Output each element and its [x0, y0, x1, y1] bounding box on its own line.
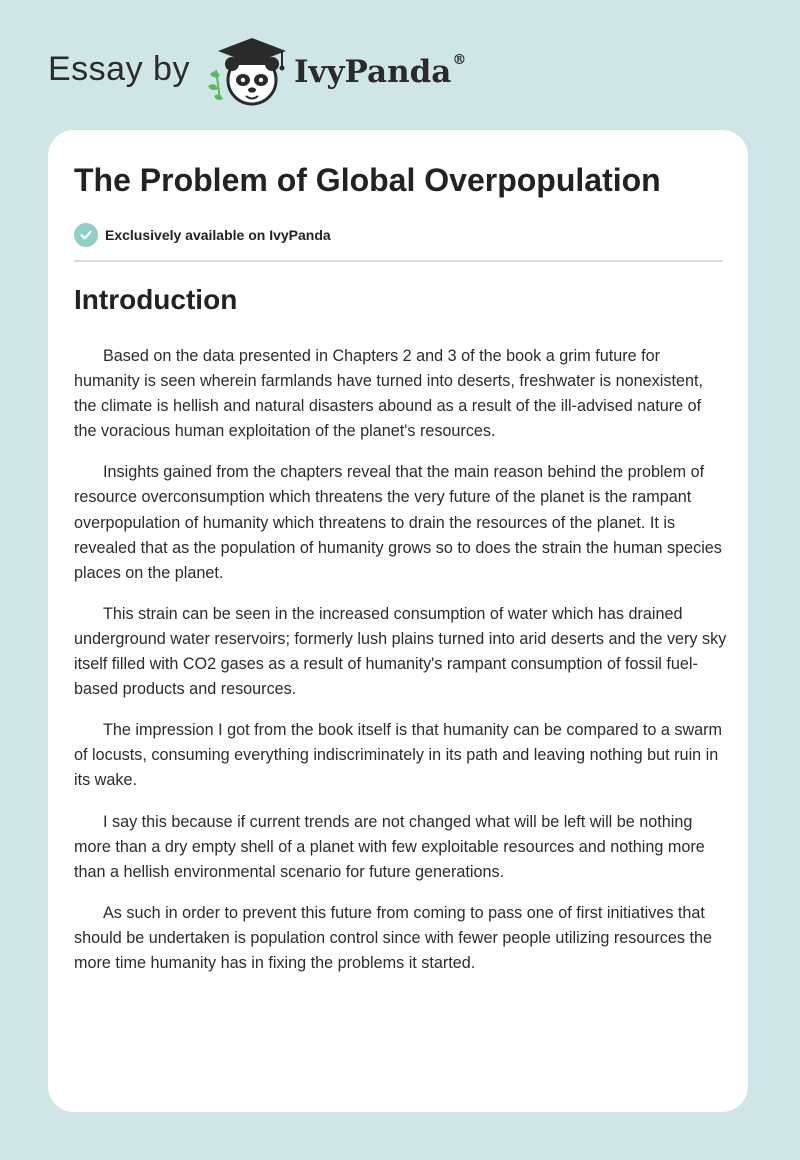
paragraph: This strain can be seen in the increased consumption of water which has drained underground water reservoirs; formerly lush plains turned into arid deserts and the very sky itself filled with CO2 gases as a result of humanity's rampant consumption of fossil fuel-based products and resources. [74, 604, 727, 699]
essay-card [48, 130, 748, 1112]
check-circle-icon [74, 223, 98, 247]
page-title: The Problem of Global Overpopulation [74, 162, 661, 198]
site-header [48, 34, 548, 114]
paragraph: As such in order to prevent this future from coming to pass one of first initiatives that should be undertaken is population control since with fewer people utilizing resources the more time humanity has in fixing the problems it started. [74, 903, 712, 972]
section-heading: Introduction [74, 284, 238, 315]
exclusive-badge [74, 222, 331, 248]
paragraph: Based on the data presented in Chapters 2 and 3 of the book a grim future for humanity is seen wherein farmlands have turned into deserts, freshwater is nonexistent, the climate is hellish and natural disasters abound as a result of the ill-advised nature of the voracious human exploitation of the planet's resources. [74, 347, 703, 441]
divider [74, 260, 723, 262]
exclusive-badge-label: Exclusively available on IvyPanda [105, 227, 331, 243]
paragraph: I say this because if current trends are not changed what will be left will be nothing more than a dry empty shell of a planet with few exploitable resources and nothing more than a hellish environmental scenario for future generations. [74, 812, 705, 881]
paragraph: The impression I got from the book itself is that humanity can be compared to a swarm of locusts, consuming everything indiscriminately in its path and leaving nothing but ruin in its wake. [74, 721, 723, 790]
paragraph: Insights gained from the chapters reveal that the main reason behind the problem of resource overconsumption which threatens the very future of the planet is the rampant overpopulation of humanity which threatens to drain the resources of the planet. It is revealed that as the population of humanity grows so to does the strain the human species places on the planet. [74, 463, 722, 582]
essay-body [74, 344, 728, 992]
brand-name[interactable]: IvyPanda® [294, 52, 467, 90]
essay-by-label: Essay by [48, 50, 190, 88]
panda-graduate-icon [202, 34, 292, 110]
registered-mark: ® [452, 52, 467, 68]
